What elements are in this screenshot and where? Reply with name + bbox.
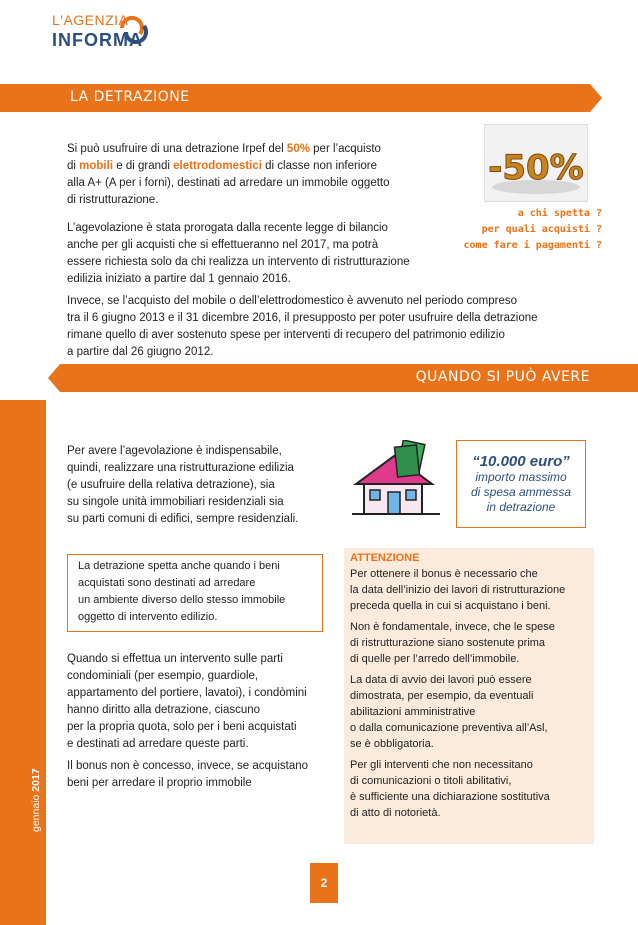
logo-text-top: L'AGENZIA	[52, 12, 129, 28]
highlight-mobili: mobili	[79, 160, 114, 172]
quote-box	[456, 440, 586, 528]
text-line: un ambiente diverso dello stesso immobile	[78, 594, 286, 606]
text-line: Per ottenere il bonus è necessario che	[350, 568, 538, 580]
intro-paragraph-1	[67, 141, 487, 209]
text-line: tra il 6 giugno 2013 e il 31 dicembre 2016, il presupposto per poter usufruire della detrazione	[67, 312, 538, 324]
intro-paragraph-2	[67, 220, 487, 288]
section-header-arrow	[48, 364, 60, 392]
text-line: su parti comuni di edifici, sempre residenziali.	[67, 513, 299, 525]
question-item: per quali acquisti ?	[481, 224, 602, 235]
condo-paragraph	[67, 651, 342, 753]
section-header-detrazione	[0, 84, 590, 112]
section-title: LA DETRAZIONE	[70, 89, 190, 105]
quote-line: importo massimo	[475, 470, 567, 484]
text-line: essere richiesta solo da chi realizza un intervento di ristrutturazione	[67, 256, 410, 268]
attention-paragraph-2	[350, 619, 565, 667]
text-line: abilitazioni amministrative	[350, 706, 476, 718]
text-line: di atto di notorietà.	[350, 807, 441, 819]
intro-paragraph-3	[67, 293, 607, 361]
page-number: 2	[310, 863, 338, 903]
discount-badge-image	[484, 124, 588, 202]
highlight-percent: 50%	[286, 143, 310, 155]
text-line: appartamento del portiere, lavatoi), i condòmini	[67, 687, 307, 699]
text-run: di	[67, 160, 80, 172]
question-item: a chi spetta ?	[517, 208, 602, 219]
text-run: per l’acquisto	[309, 143, 381, 155]
text-line: acquistati sono destinati ad arredare	[78, 577, 256, 589]
text-line: Per gli interventi che non necessitano	[350, 759, 533, 771]
quote-amount: “10.000 euro”	[472, 453, 570, 470]
text-line: condominiali (per esempio, guardiole,	[67, 670, 259, 682]
attention-box	[344, 548, 594, 844]
section-header-arrow	[590, 84, 602, 112]
logo-text-bottom: INFORMA	[52, 30, 143, 50]
text-line: o dalla comunicazione preventiva all’Asl,	[350, 722, 548, 734]
when-paragraph	[67, 443, 337, 528]
text-line: (e usufruire della relativa detrazione), sia	[67, 479, 275, 491]
text-run: di ristrutturazione.	[67, 194, 159, 206]
text-line: Non è fondamentale, invece, che le spese	[350, 621, 555, 633]
text-line: oggetto di intervento edilizio.	[78, 611, 218, 623]
text-line: e destinati ad arredare queste parti.	[67, 738, 249, 750]
text-line: di comunicazioni o titoli abilitativi,	[350, 775, 512, 787]
bonus-paragraph	[67, 758, 342, 792]
side-year-label: 2017	[30, 768, 42, 792]
text-line: edilizia iniziato a partire dal 1 gennaio 2016.	[67, 273, 291, 285]
badge-text: -50%	[488, 148, 584, 188]
highlight-elettrodomestici: elettrodomestici	[173, 160, 262, 172]
question-item: come fare i pagamenti ?	[463, 240, 602, 251]
discount-badge-graphic	[485, 125, 587, 201]
text-run: Si può usufruire di una detrazione Irpef del	[67, 143, 287, 155]
text-run: di classe non inferiore	[261, 160, 378, 172]
side-date-label	[30, 768, 44, 912]
attention-paragraph-3	[350, 672, 565, 752]
text-line: hanno diritto alla detrazione, ciascuno	[67, 704, 261, 716]
text-line: per la propria quota, solo per i beni acquistati	[67, 721, 297, 733]
text-line: L’agevolazione è stata prorogata dalla recente legge di bilancio	[67, 222, 388, 234]
text-line: dimostrata, per esempio, da eventuali	[350, 690, 534, 702]
text-line: di quelle per l’arredo dell’immobile.	[350, 653, 520, 665]
text-line: anche per gli acquisti che si effettueranno nel 2017, ma potrà	[67, 239, 379, 251]
text-line: La data di avvio dei lavori può essere	[350, 674, 532, 686]
text-line: beni per arredare il proprio immobile	[67, 777, 252, 789]
text-line: La detrazione spetta anche quando i beni	[78, 560, 280, 572]
text-line: la data dell’inizio dei lavori di ristrutturazione	[350, 584, 566, 596]
side-month-label: gennaio	[30, 794, 42, 832]
text-line: preceda quella in cui si acquistano i beni.	[350, 600, 551, 612]
text-line: quindi, realizzare una ristrutturazione edilizia	[67, 462, 294, 474]
text-line: Quando si effettua un intervento sulle parti	[67, 653, 283, 665]
attention-heading: ATTENZIONE	[350, 552, 420, 564]
text-line: a partire dal 26 giugno 2012.	[67, 346, 214, 358]
logo-icon	[118, 12, 148, 46]
section-header-quando	[60, 364, 638, 392]
questions-list	[440, 206, 602, 254]
attention-paragraph-1	[350, 566, 565, 614]
text-line: se è obbligatoria.	[350, 738, 434, 750]
attention-paragraph-4	[350, 757, 565, 821]
quote-line: in detrazione	[486, 500, 556, 514]
text-line: Per avere l’agevolazione è indispensabile,	[67, 445, 282, 457]
text-line: Il bonus non è concesso, invece, se acquistano	[67, 760, 309, 772]
text-line: è sufficiente una dichiarazione sostitutiva	[350, 791, 550, 803]
text-run: alla A+ (A per i forni), destinati ad arredare un immobile oggetto	[67, 177, 390, 189]
text-line: Invece, se l’acquisto del mobile o dell’elettrodomestico è avvenuto nel periodo compreso	[67, 295, 518, 307]
section-title: QUANDO SI PUÒ AVERE	[415, 369, 590, 385]
text-run: e di grandi	[113, 160, 174, 172]
house-money-icon	[350, 440, 442, 522]
text-line: di ristrutturazione siano sostenute prima	[350, 637, 546, 649]
text-line: rimane quello di aver sostenuto spese per interventi di recupero del patrimonio edilizio	[67, 329, 505, 341]
quote-line: di spesa ammessa	[470, 485, 572, 499]
note-box	[67, 554, 323, 632]
text-line: su singole unità immobiliari residenziali sia	[67, 496, 284, 508]
